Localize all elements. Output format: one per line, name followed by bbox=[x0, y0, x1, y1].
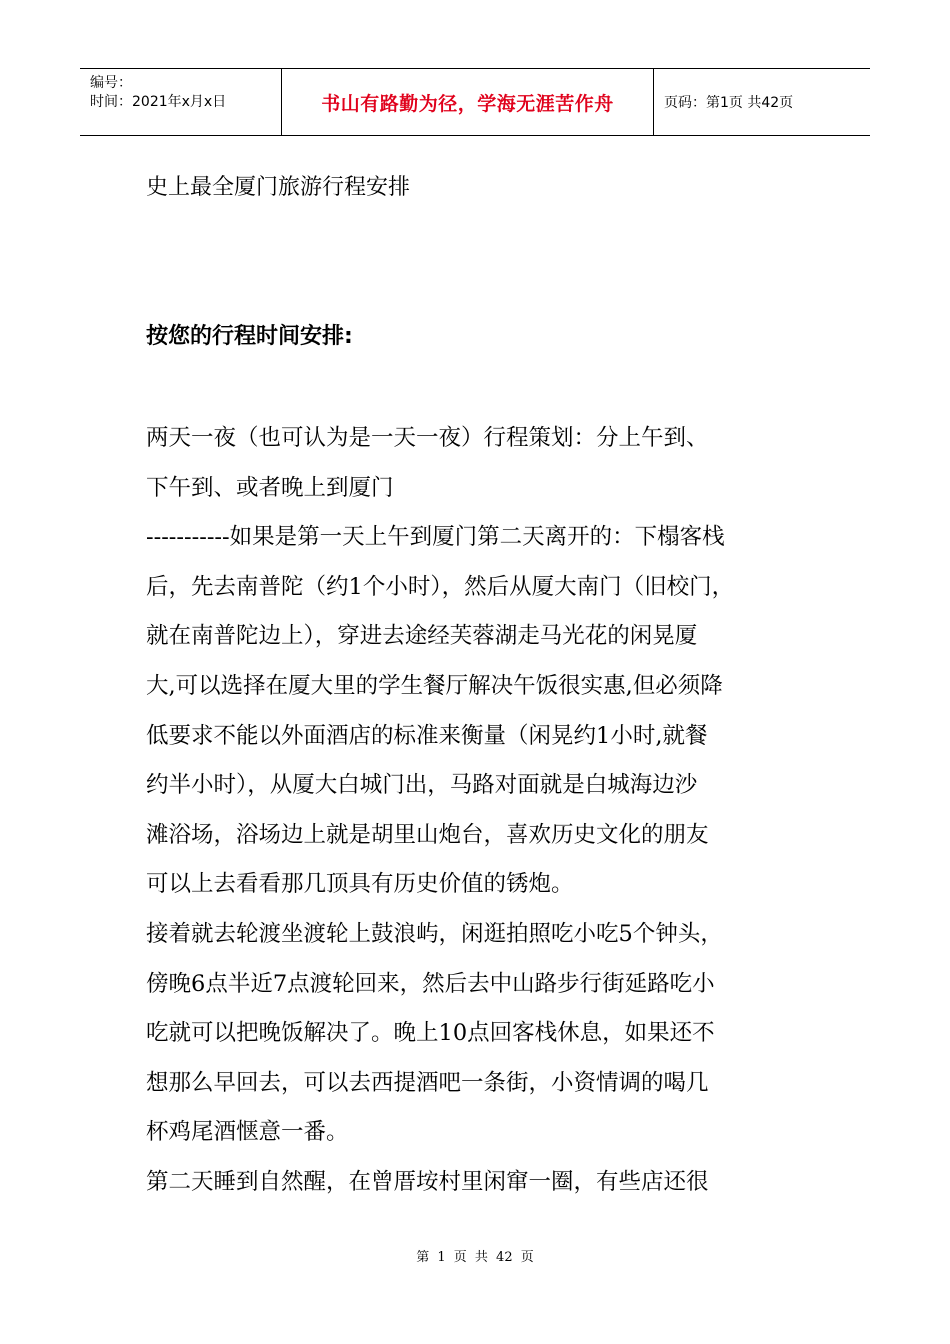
body-line: 大,可以选择在厦大里的学生餐厅解决午饭很实惠,但必须降 bbox=[146, 672, 723, 699]
body-line: 下午到、或者晚上到厦门 bbox=[146, 474, 394, 501]
page-footer: 第 1 页 共 42 页 bbox=[416, 1250, 534, 1265]
body-line: 低要求不能以外面酒店的标准来衡量（闲晃约1小时,就餐 bbox=[146, 722, 708, 749]
body-line: -----------如果是第一天上午到厦门第二天离开的：下榻客栈 bbox=[146, 524, 725, 551]
body-line: 两天一夜（也可认为是一天一夜）行程策划：分上午到、 bbox=[146, 425, 709, 451]
body-line: 接着就去轮渡坐渡轮上鼓浪屿，闲逛拍照吃小吃5个钟头， bbox=[146, 920, 723, 947]
body-line: 可以上去看看那几顶具有历史价值的锈炮。 bbox=[146, 871, 574, 898]
body-line: 就在南普陀边上），穿进去途经芙蓉湖走马光花的闲晃厦 bbox=[146, 623, 698, 650]
header-page-cell bbox=[654, 69, 870, 135]
document-number-label: 编号： bbox=[90, 75, 132, 91]
body-line: 杯鸡尾酒惬意一番。 bbox=[146, 1119, 349, 1146]
page-header bbox=[80, 68, 870, 136]
header-motto-cell bbox=[282, 69, 654, 135]
header-meta-cell bbox=[80, 69, 282, 135]
body-line: 滩浴场，浴场边上就是胡里山炮台，喜欢历史文化的朋友 bbox=[146, 821, 709, 848]
body-line: 傍晚6点半近7点渡轮回来，然后去中山路步行街延路吃小 bbox=[146, 970, 715, 997]
body-line: 第二天睡到自然醒，在曾厝垵村里闲窜一圈，有些店还很 bbox=[146, 1168, 709, 1195]
document-title: 史上最全厦门旅游行程安排 bbox=[146, 175, 411, 200]
header-page-info: 页码：第1页 共42页 bbox=[664, 95, 794, 111]
section-heading: 按您的行程时间安排: bbox=[146, 324, 353, 349]
body-line: 约半小时），从厦大白城门出，马路对面就是白城海边沙 bbox=[146, 772, 698, 799]
body-line: 吃就可以把晚饭解决了。晚上10点回客栈休息，如果还不 bbox=[146, 1020, 715, 1047]
header-motto: 书山有路勤为径，学海无涯苦作舟 bbox=[321, 92, 614, 115]
body-line: 后，先去南普陀（约1个小时），然后从厦大南门（旧校门， bbox=[146, 573, 735, 600]
document-date-label: 时间：2021年x月x日 bbox=[90, 94, 227, 110]
body-text bbox=[146, 414, 806, 1208]
body-line: 想那么早回去，可以去西提酒吧一条街，小资情调的喝几 bbox=[146, 1069, 709, 1096]
